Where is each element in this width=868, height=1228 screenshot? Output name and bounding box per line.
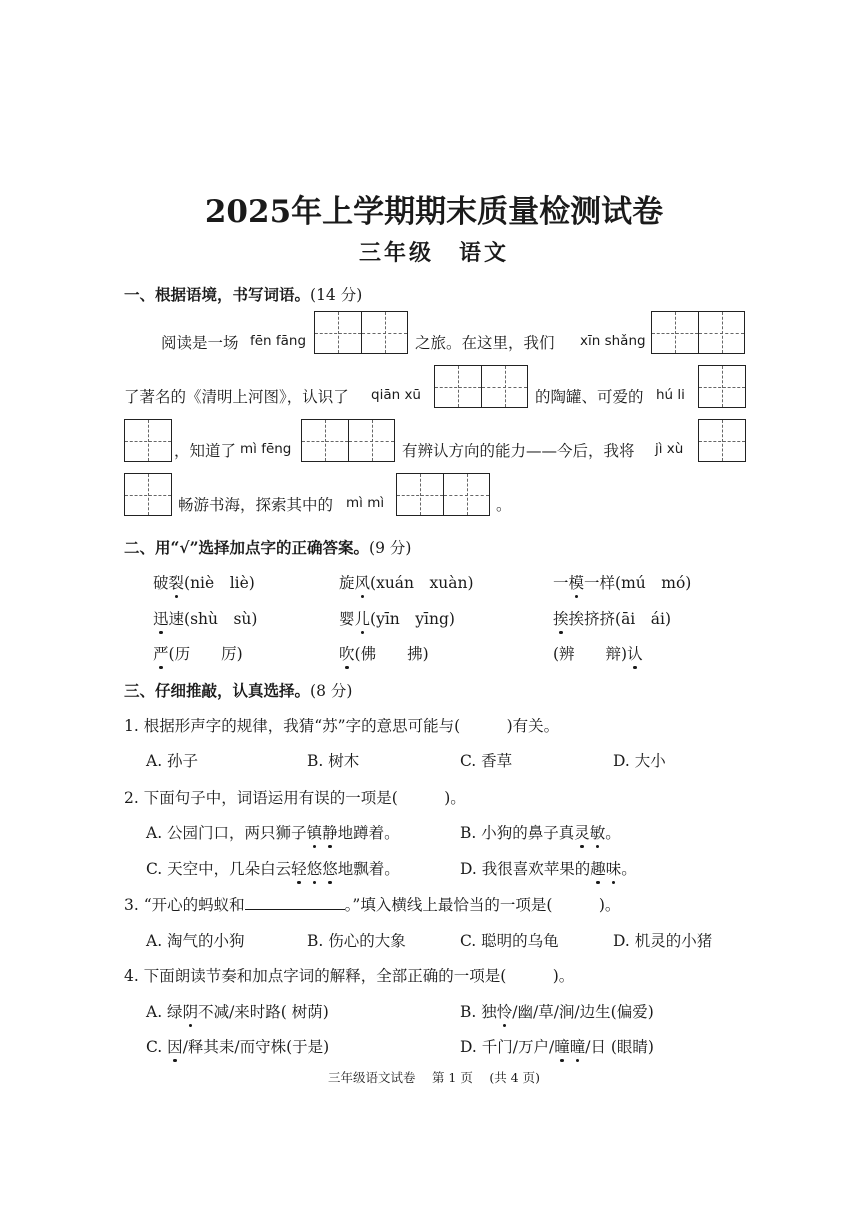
q2-option-a[interactable]: A. 公园门口，两只狮子镇静地蹲着。 bbox=[146, 821, 400, 843]
q3-option-a[interactable]: A. 淘气的小狗 bbox=[146, 932, 245, 950]
s1-writing-grid-1[interactable] bbox=[314, 311, 408, 354]
s1-pinyin-xinshang: xīn shǎng bbox=[580, 333, 646, 349]
q4-option-d[interactable]: D. 千门/万户/曈曈/日 (眼睛) bbox=[460, 1035, 654, 1057]
exam-title: 2025年上学期期末质量检测试卷 bbox=[204, 194, 664, 230]
q3-option-d[interactable]: D. 机灵的小猪 bbox=[613, 932, 713, 950]
s1-line1-text-b: 之旅。在这里，我们 bbox=[415, 334, 555, 352]
section-1-points: (14 分) bbox=[310, 286, 363, 304]
s1-line3-text-a: ，知道了 bbox=[174, 442, 237, 460]
q3-answer-blank[interactable] bbox=[245, 895, 345, 910]
section-1-title: 一、根据语境，书写词语。 bbox=[124, 285, 311, 304]
s1-writing-grid-4a[interactable] bbox=[698, 365, 746, 408]
section-3-heading bbox=[124, 679, 352, 701]
page-footer: 三年级语文试卷 第 1 页 (共 4 页) bbox=[327, 1070, 540, 1085]
section-1-heading bbox=[124, 283, 362, 305]
q1-stem: 1. 根据形声字的规律，我猜“苏”字的意思可能与( )有关。 bbox=[124, 717, 560, 735]
q4-stem: 4. 下面朗读节奏和加点字词的解释，全部正确的一项是( )。 bbox=[124, 967, 575, 985]
s1-pinyin-qianxu: qiān xū bbox=[371, 387, 421, 403]
q1-option-c[interactable]: C. 香草 bbox=[460, 752, 513, 770]
q3-stem: 3. “开心的蚂蚁和 。”填入横线上最恰当的一项是( )。 bbox=[124, 896, 621, 914]
s2-item[interactable]: (辨 辩)认 bbox=[553, 642, 643, 664]
s1-writing-grid-2[interactable] bbox=[651, 311, 745, 354]
q4-option-b[interactable]: B. 独怜/幽/草/涧/边生(偏爱) bbox=[460, 1000, 654, 1022]
s1-writing-grid-3[interactable] bbox=[434, 365, 528, 408]
section-2-title: 二、用“√”选择加点字的正确答案。 bbox=[124, 538, 370, 557]
q2-option-d[interactable]: D. 我很喜欢苹果的趣味。 bbox=[460, 857, 637, 879]
s2-item[interactable]: 一模一样(mú mó) bbox=[553, 571, 691, 593]
s2-item[interactable]: 婴儿(yīn yīng) bbox=[339, 607, 455, 629]
q2-option-c[interactable]: C. 天空中，几朵白云轻悠悠地飘着。 bbox=[146, 857, 400, 879]
section-2-points: (9 分) bbox=[369, 539, 412, 557]
s1-line1-text-a: 阅读是一场 bbox=[161, 334, 239, 352]
s2-item[interactable]: 挨挨挤挤(āi ái) bbox=[553, 607, 671, 629]
s1-writing-grid-4b[interactable] bbox=[124, 419, 172, 462]
s1-pinyin-mimi: mì mì bbox=[346, 495, 385, 511]
q1-option-d[interactable]: D. 大小 bbox=[613, 752, 666, 770]
q2-option-b[interactable]: B. 小狗的鼻子真灵敏。 bbox=[460, 821, 621, 843]
q3-option-c[interactable]: C. 聪明的乌龟 bbox=[460, 932, 559, 950]
s1-line3-text-b: 有辨认方向的能力——今后，我将 bbox=[402, 442, 635, 460]
s1-writing-grid-7[interactable] bbox=[396, 473, 490, 516]
q1-option-a[interactable]: A. 孙子 bbox=[146, 752, 199, 770]
s1-line2-text-b: 的陶罐、可爱的 bbox=[535, 388, 644, 406]
exam-subtitle: 三年级 语文 bbox=[358, 240, 509, 266]
s1-writing-grid-6b[interactable] bbox=[124, 473, 172, 516]
s2-item[interactable]: 严(历 厉) bbox=[153, 642, 243, 664]
s1-writing-grid-6a[interactable] bbox=[698, 419, 746, 462]
s1-pinyin-mifeng: mì fēng bbox=[240, 441, 292, 457]
s2-item[interactable]: 旋风(xuán xuàn) bbox=[339, 571, 474, 593]
s2-item[interactable]: 破裂(niè liè) bbox=[153, 571, 255, 593]
s1-pinyin-fenfang: fēn fāng bbox=[250, 333, 307, 349]
s1-pinyin-huli: hú li bbox=[656, 387, 685, 403]
s2-item[interactable]: 吹(佛 拂) bbox=[339, 642, 429, 664]
s1-line4-end: 。 bbox=[496, 496, 512, 514]
section-3-title: 三、仔细推敲，认真选择。 bbox=[124, 681, 311, 700]
s1-line2-text-a: 了著名的《清明上河图》，认识了 bbox=[124, 388, 349, 406]
s1-line4-text-a: 畅游书海，探索其中的 bbox=[178, 496, 334, 514]
section-3-points: (8 分) bbox=[310, 682, 353, 700]
q4-option-a[interactable]: A. 绿阴不减/来时路( 树荫) bbox=[146, 1000, 329, 1022]
q3-option-b[interactable]: B. 伤心的大象 bbox=[307, 932, 406, 950]
s1-pinyin-jixu: jì xù bbox=[655, 441, 684, 457]
q1-option-b[interactable]: B. 树木 bbox=[307, 752, 360, 770]
q4-option-c[interactable]: C. 因/释其耒/而守株(于是) bbox=[146, 1035, 329, 1057]
s1-writing-grid-5[interactable] bbox=[301, 419, 395, 462]
s2-item[interactable]: 迅速(shù sù) bbox=[153, 607, 257, 629]
q2-stem: 2. 下面句子中，词语运用有误的一项是( )。 bbox=[124, 789, 466, 807]
section-2-heading bbox=[124, 536, 411, 558]
